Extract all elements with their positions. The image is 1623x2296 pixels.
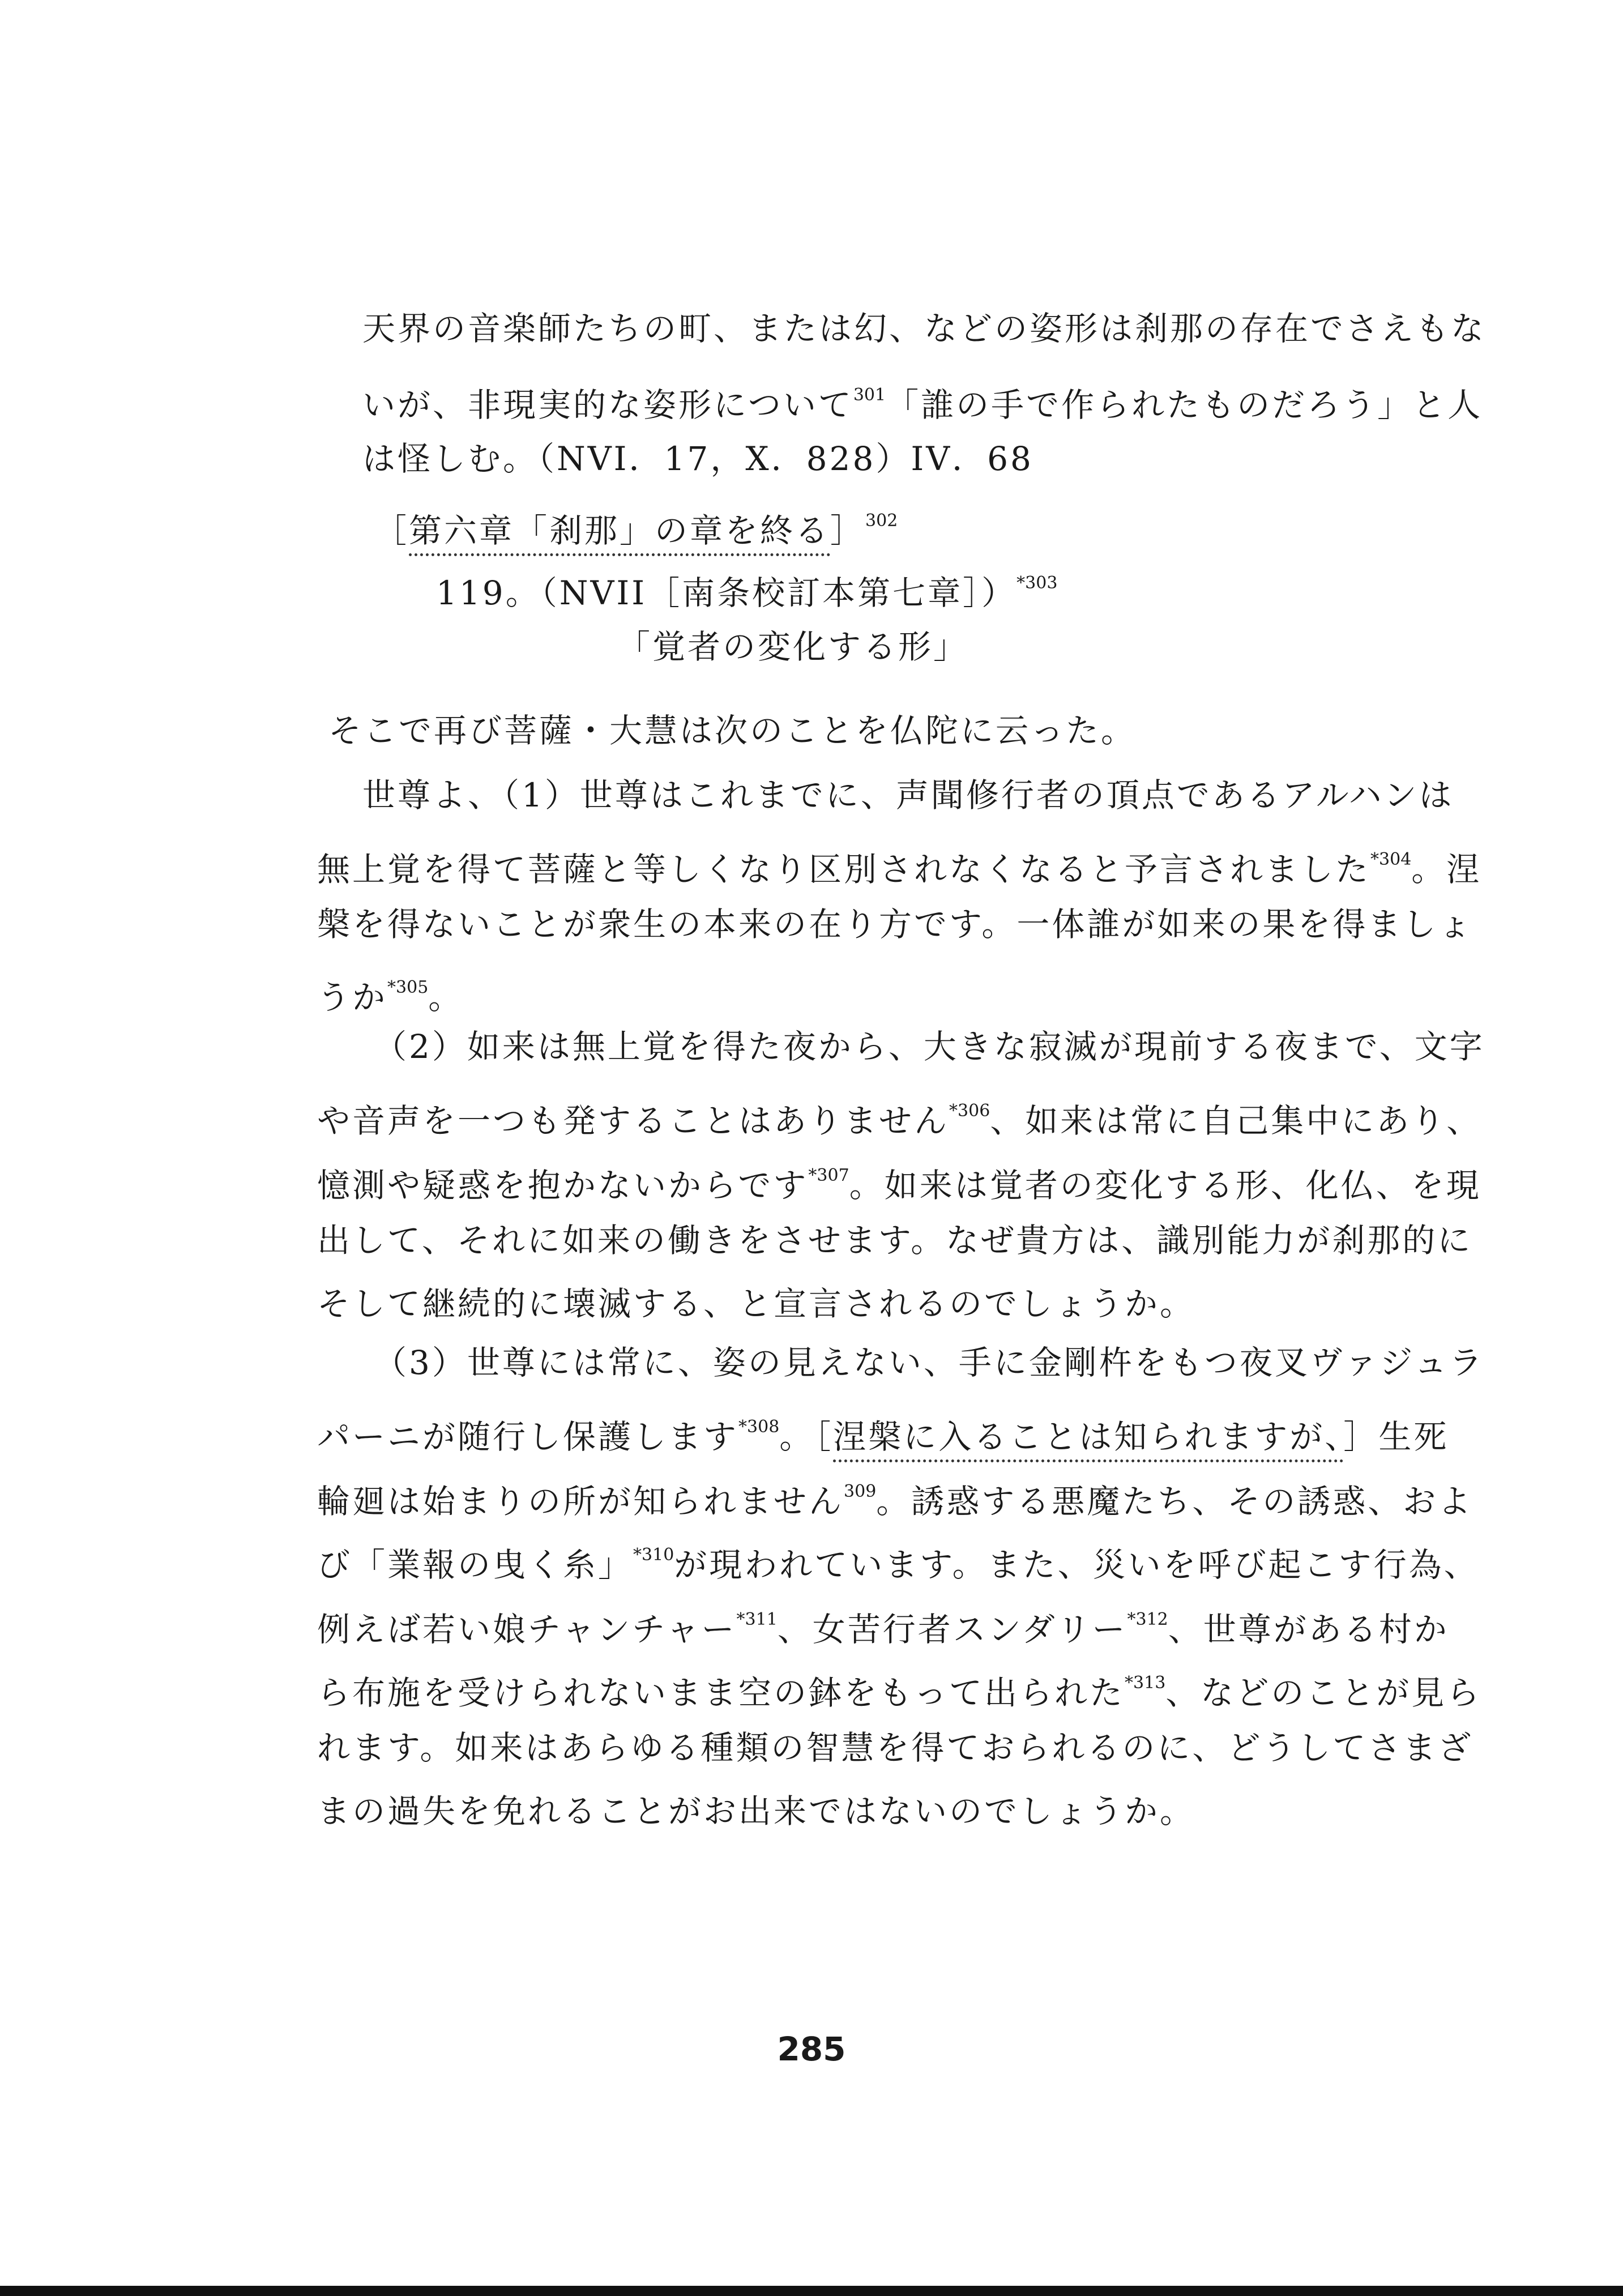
para3-line-2-tail: ］生死 — [1343, 1418, 1449, 1456]
para3-line-5-mid: 、女苦行者スンダリー — [777, 1610, 1127, 1649]
section-title: 「覚者の変化する形」 — [617, 628, 969, 666]
para3-line-8: まの過失を免れることがお出来ではないのでしょうか。 — [317, 1792, 1195, 1830]
para3-line-5-tail: 、世尊がある村か — [1168, 1610, 1449, 1649]
footnote-ref-308: *308 — [738, 1417, 780, 1437]
footnote-ref-302: 302 — [865, 511, 898, 531]
para2-line-1: （2）如来は無上覚を得た夜から、大きな寂滅が現前する夜まで、文字 — [374, 1027, 1485, 1066]
footnote-ref-313: *313 — [1125, 1673, 1166, 1693]
para3-line-4-tail: が現われています。また、災いを呼び起こす行為、 — [674, 1546, 1479, 1584]
page-number: 285 — [777, 2030, 846, 2068]
para1-line-4-tail: 。 — [428, 978, 464, 1017]
para2-line-4: 出して、それに如来の働きをさせます。なぜ貴方は、識別能力が刹那的に — [317, 1221, 1473, 1260]
para3-line-3-tail: 。誘惑する悪魔たち、その誘惑、およ — [876, 1482, 1473, 1521]
para1-line-4 — [317, 965, 463, 1020]
para2-line-3-tail: 。如来は覚者の変化する形、化仏、を現 — [849, 1166, 1481, 1205]
para1-line-2 — [317, 837, 1481, 892]
para1-line-4-text: うか — [317, 978, 388, 1017]
verse-line-2-quote: 「誰の手で作られたものだろう」と人 — [886, 386, 1483, 424]
footnote-ref-306: *306 — [949, 1101, 990, 1121]
para3-line-6-tail: 、などのことが見ら — [1165, 1674, 1482, 1712]
footnote-ref-307: *307 — [808, 1166, 849, 1185]
footnote-ref-301: 301 — [853, 385, 886, 405]
para2-line-5: そして継続的に壊滅する、と宣言されるのでしょうか。 — [317, 1284, 1195, 1323]
section-heading-text: 119。（NVII［南条校訂本第七章］） — [436, 574, 1017, 612]
footnote-ref-312: *312 — [1127, 1610, 1168, 1629]
para2-line-2 — [317, 1089, 1481, 1143]
footnote-ref-310: *310 — [633, 1545, 674, 1565]
para1-line-1: 世尊よ、（1）世尊はこれまでに、声聞修行者の頂点であるアルハンは — [362, 776, 1454, 814]
para1-line-2-text: 無上覚を得て菩薩と等しくなり区別されなくなると予言されました — [317, 850, 1371, 889]
verse-line-2 — [362, 373, 1483, 428]
para3-line-3-text: 輪廻は始まりの所が知られません — [317, 1482, 844, 1521]
footnote-ref-304: *304 — [1370, 850, 1412, 869]
bracket-close: ］ — [830, 511, 866, 550]
footnote-ref-303: *303 — [1016, 573, 1058, 593]
para2-line-2-text: や音声を一つも発することはありません — [317, 1102, 950, 1140]
scan-bottom-edge — [0, 2286, 1623, 2296]
para3-line-6-text: ら布施を受けられないまま空の鉢をもって出られた — [317, 1674, 1125, 1712]
para1-line-2-tail: 。涅 — [1411, 850, 1482, 889]
section-heading — [436, 561, 1057, 616]
chapter-end-line — [374, 498, 898, 553]
para3-line-4 — [317, 1533, 1479, 1587]
para3-line-2-text: パーニが随行し保護します — [317, 1418, 739, 1456]
chapter-end-text: 第六章「刹那」の章を終る — [409, 511, 830, 556]
footnote-ref-305: *305 — [387, 978, 429, 997]
para1-line-3: 槃を得ないことが衆生の本来の在り方です。一体誰が如来の果を得ましょ — [317, 905, 1473, 944]
para2-line-3 — [317, 1153, 1481, 1208]
para3-line-6 — [317, 1661, 1481, 1715]
para3-line-1: （3）世尊には常に、姿の見えない、手に金剛杵をもつ夜叉ヴァジュラ — [374, 1343, 1485, 1382]
para3-dotted-phrase: 涅槃に入ることは知られますが、 — [833, 1418, 1343, 1462]
verse-line-3: は怪しむ。（NVI．17，X．828）IV．68 — [362, 439, 1033, 478]
verse-line-2-text: いが、非現実的な姿形について — [362, 386, 853, 424]
verse-line-1: 天界の音楽師たちの町、または幻、などの姿形は刹那の存在でさえもな — [362, 309, 1487, 348]
para3-line-2 — [317, 1405, 1449, 1459]
para3-line-2-bracket: 。［ — [779, 1418, 834, 1456]
footnote-ref-311: *311 — [736, 1610, 778, 1629]
para3-line-7: れます。如来はあらゆる種類の智慧を得ておられるのに、どうしてさまざ — [317, 1729, 1473, 1767]
footnote-ref-309: 309 — [844, 1482, 877, 1501]
para3-line-3 — [317, 1469, 1473, 1524]
para3-line-5 — [317, 1597, 1449, 1652]
intro-line: そこで再び菩薩・大慧は次のことを仏陀に云った。 — [328, 711, 1137, 750]
para3-line-5-text: 例えば若い娘チャンチャー — [317, 1610, 737, 1649]
para3-line-4-text: び「業報の曳く糸」 — [317, 1546, 634, 1584]
para2-line-2-tail: 、如来は常に自己集中にあり、 — [990, 1102, 1482, 1140]
para2-line-3-text: 憶測や疑惑を抱かないからです — [317, 1166, 809, 1205]
bracket-open: ［ — [374, 511, 409, 550]
